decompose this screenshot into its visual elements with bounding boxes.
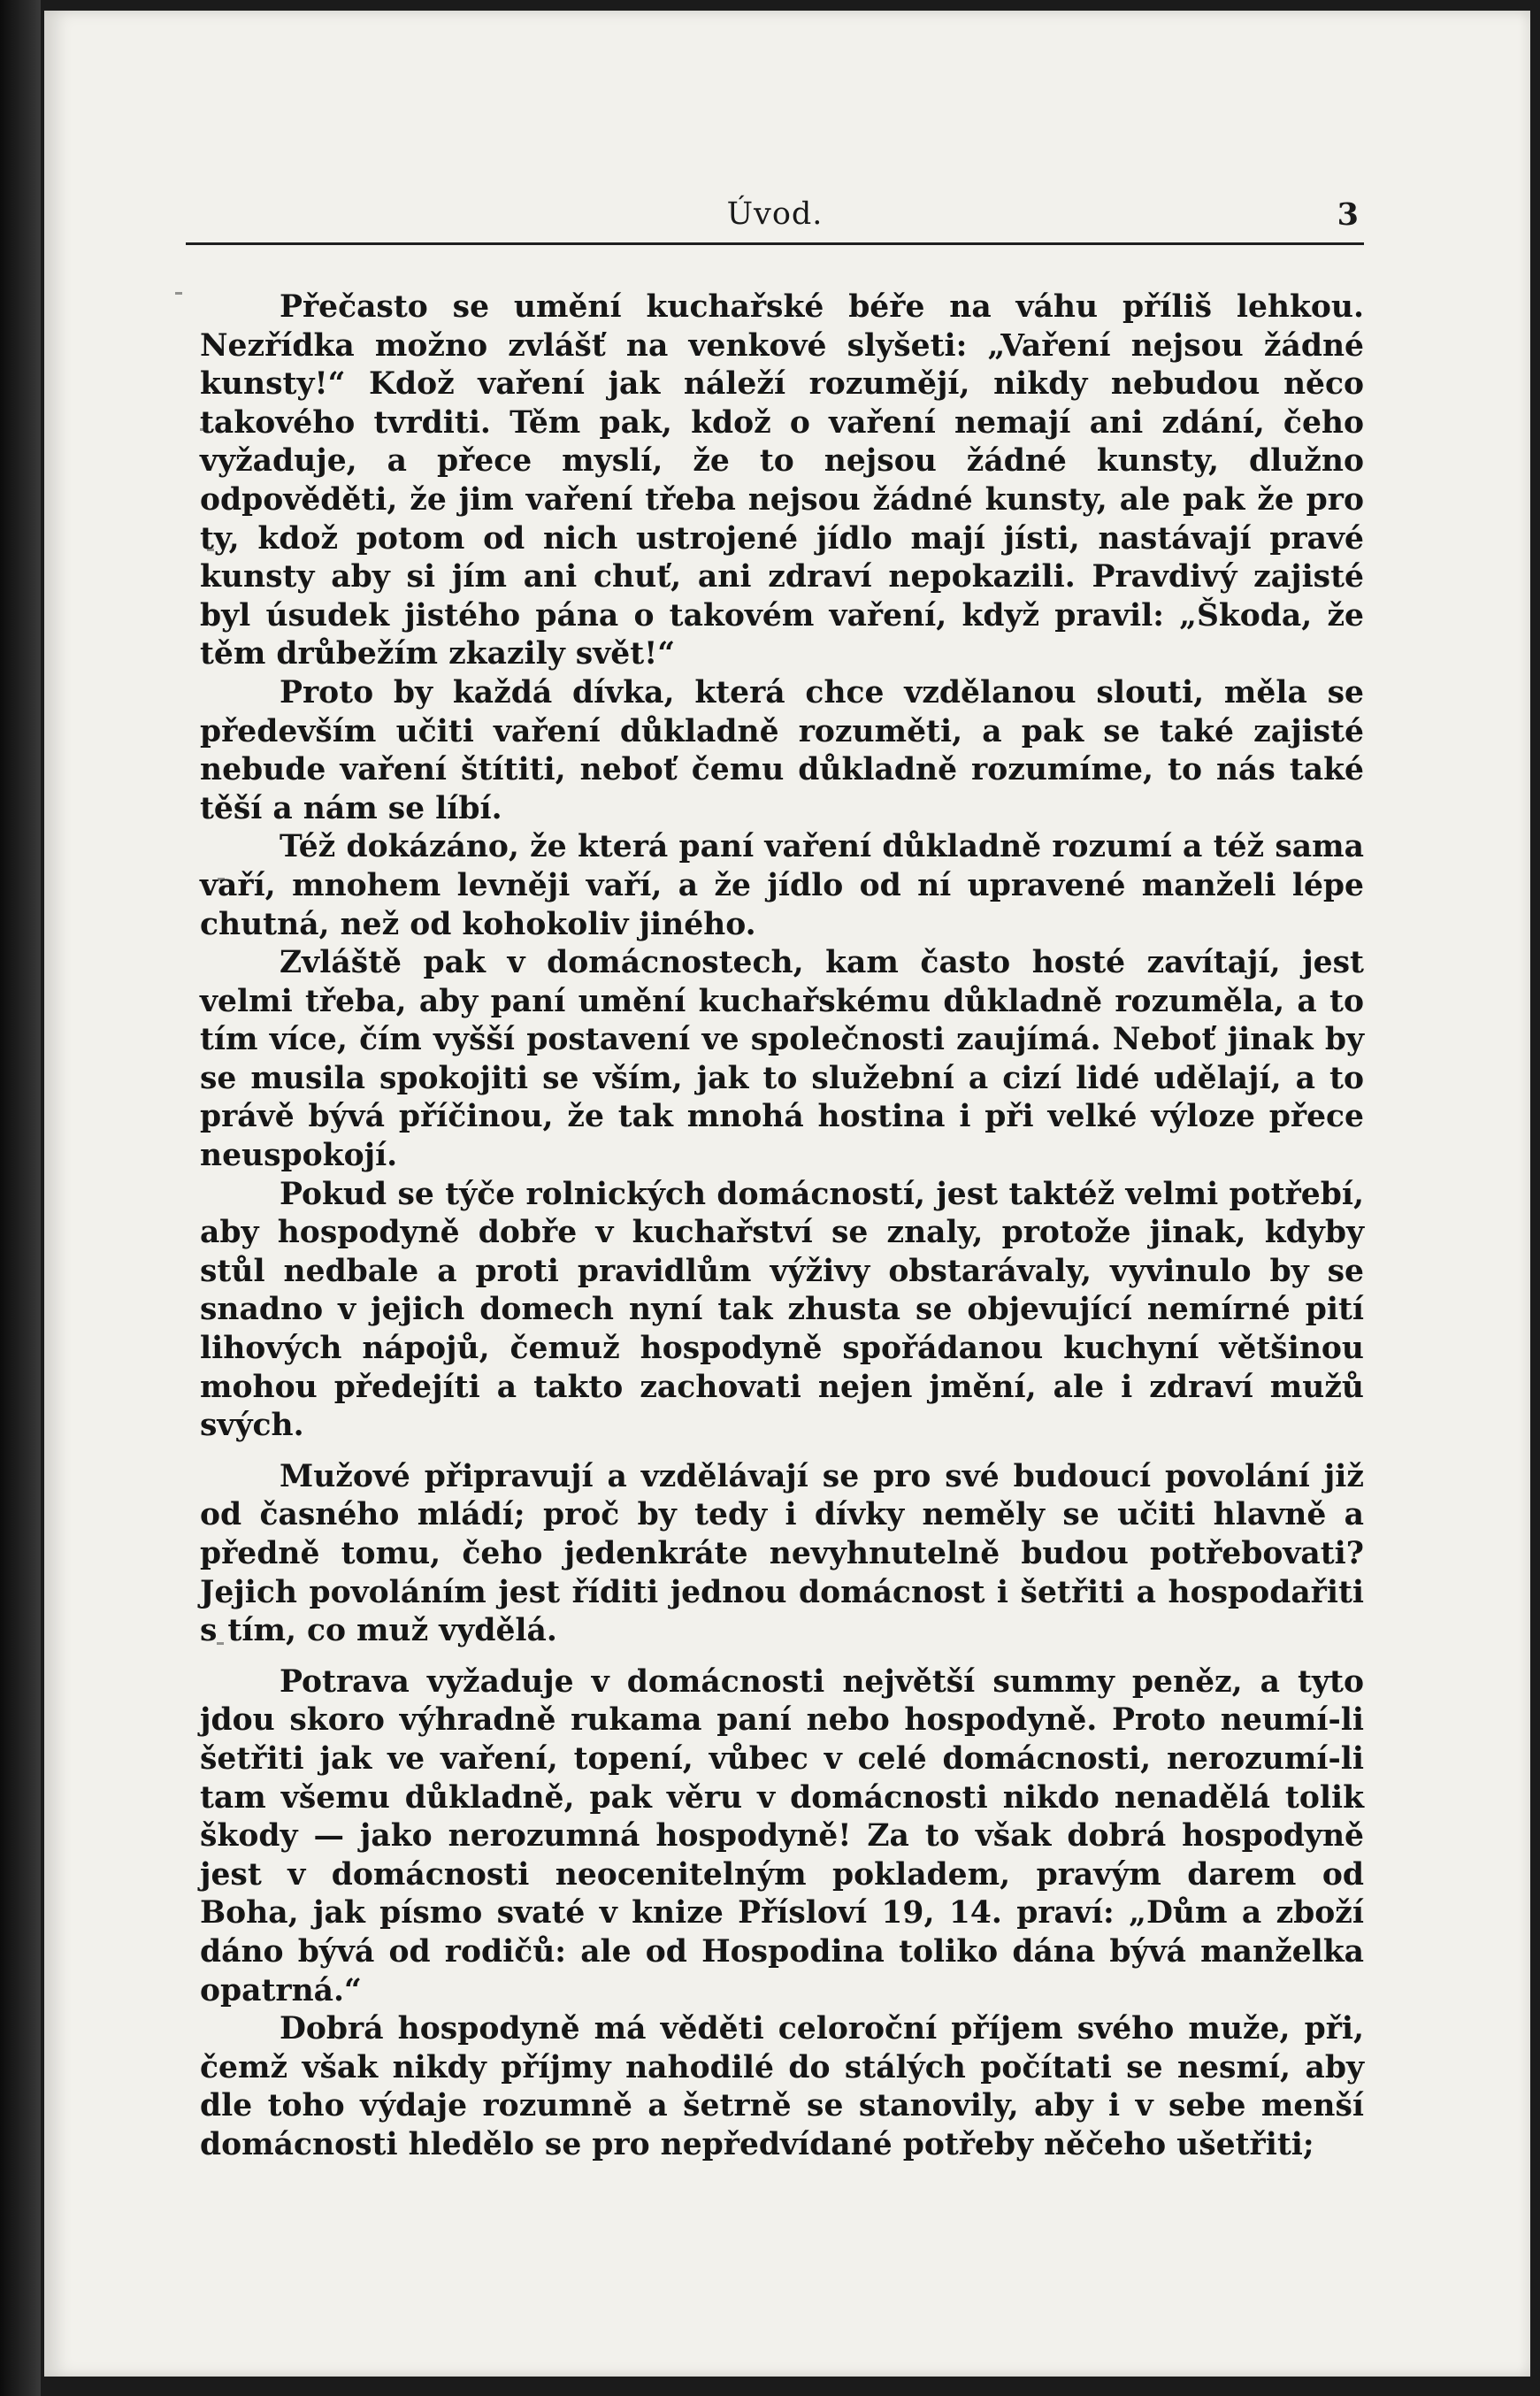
paragraph: Dobrá hospodyně má věděti celoroční příjem svého muže, při, čemž však nikdy příjmy nahodilé do stálých počítati se nesmí, aby dle toho výdaje rozumně a šetrně se stanovily, aby i v sebe menší domácnosti hledělo se pro nepředvídané potřeby něčeho ušetřiti; [200,2011,1364,2162]
paragraph: Též dokázáno, že která paní vaření důkladně rozumí a též sama vaří, mnohem levněji vaří, a že jídlo od ní upravené manželi lépe chutná, než od kohokoliv jiného. [200,829,1364,942]
paragraph: Proto by každá dívka, která chce vzdělanou slouti, měla se především učiti vaření důkladně rozuměti, a pak se také zajisté nebude vaření štítiti, neboť čemu důkladně rozumíme, to nás také těší a nám se líbí. [200,674,1364,826]
header-rule [186,242,1364,245]
paragraph: Pokud se týče rolnických domácností, jest taktéž velmi potřebí, aby hospodyně dobře v kuchařství se znaly, protože jinak, kdyby stůl nedbale a proti pravidlům výživy obstarávaly, vyvinulo by se snadno v jejich domech nyní tak zhusta se objevující nemírné pití lihových nápojů, čemuž hospodyně spořádanou kuchyní většinou mohou předejíti a takto zachovati nejen jmění, ale i zdraví mužů svých. [200,1176,1364,1444]
scan-left-edge [0,0,41,2396]
paragraph: Potrava vyžaduje v domácnosti největší summy peněz, a tyto jdou skoro výhradně rukama paní nebo hospodyně. Proto neumí-li šetřiti jak ve vaření, topení, vůbec v celé domácnosti, nerozumí-li tam všemu důkladně, pak věru v domácnosti nikdo nenadělá tolik škody — jako nerozumná hospodyně! Za to však dobrá hospodyně jest v domácnosti neocenitelným pokladem, pravým darem od Boha, jak písmo svaté v knize Přísloví 19, 14. praví: „Dům a zboží dáno bývá od rodičů: ale od Hospodina toliko dána bývá manželka opatrná.“ [200,1663,1364,2008]
page-number: 3 [1337,196,1359,233]
chapter-title: Úvod. [726,196,824,232]
body-text [200,288,1364,2165]
page-header [186,186,1364,239]
margin-mark [175,292,182,295]
paragraph: Přečasto se umění kuchařské béře na váhu příliš lehkou. Nezřídka možno zvlášť na venkové slyšeti: „Vaření nejsou žádné kunsty!“ Kdož vaření jak náleží rozumějí, nikdy nebudou něco takového tvrditi. Těm pak, kdož o vaření nemají ani zdání, čeho vyžaduje, a přece myslí, že to nejsou žádné kunsty, dlužno odpověděti, že jim vaření třeba nejsou žádné kunsty, ale pak že pro ty, kdož potom od nich ustrojené jídlo mají jísti, nastávají pravé kunsty aby si jím ani chuť, ani zdraví nepokazili. Pravdivý zajisté byl úsudek jistého pána o takovém vaření, když pravil: „Škoda, že těm drůbežím zkazily svět!“ [200,289,1364,672]
paragraph: Zvláště pak v domácnostech, kam často hosté zavítají, jest velmi třeba, aby paní umění kuchařskému důkladně rozuměla, a to tím více, čím vyšší postavení ve společnosti zaujímá. Neboť jinak by se musila spokojiti se vším, jak to služební a cizí lidé udělají, a to právě bývá příčinou, že tak mnohá hostina i při velké výloze přece neuspokojí. [200,945,1364,1174]
paragraph: Mužové připravují a vzdělávají se pro své budoucí povolání již od časného mládí; proč by tedy i dívky neměly se učiti hlavně a předně tomu, čeho jedenkráte nevyhnutelně budou potřebovati? Jejich povoláním jest říditi jednou domácnost i šetřiti a hospodařiti s tím, co muž vydělá. [200,1458,1364,1649]
